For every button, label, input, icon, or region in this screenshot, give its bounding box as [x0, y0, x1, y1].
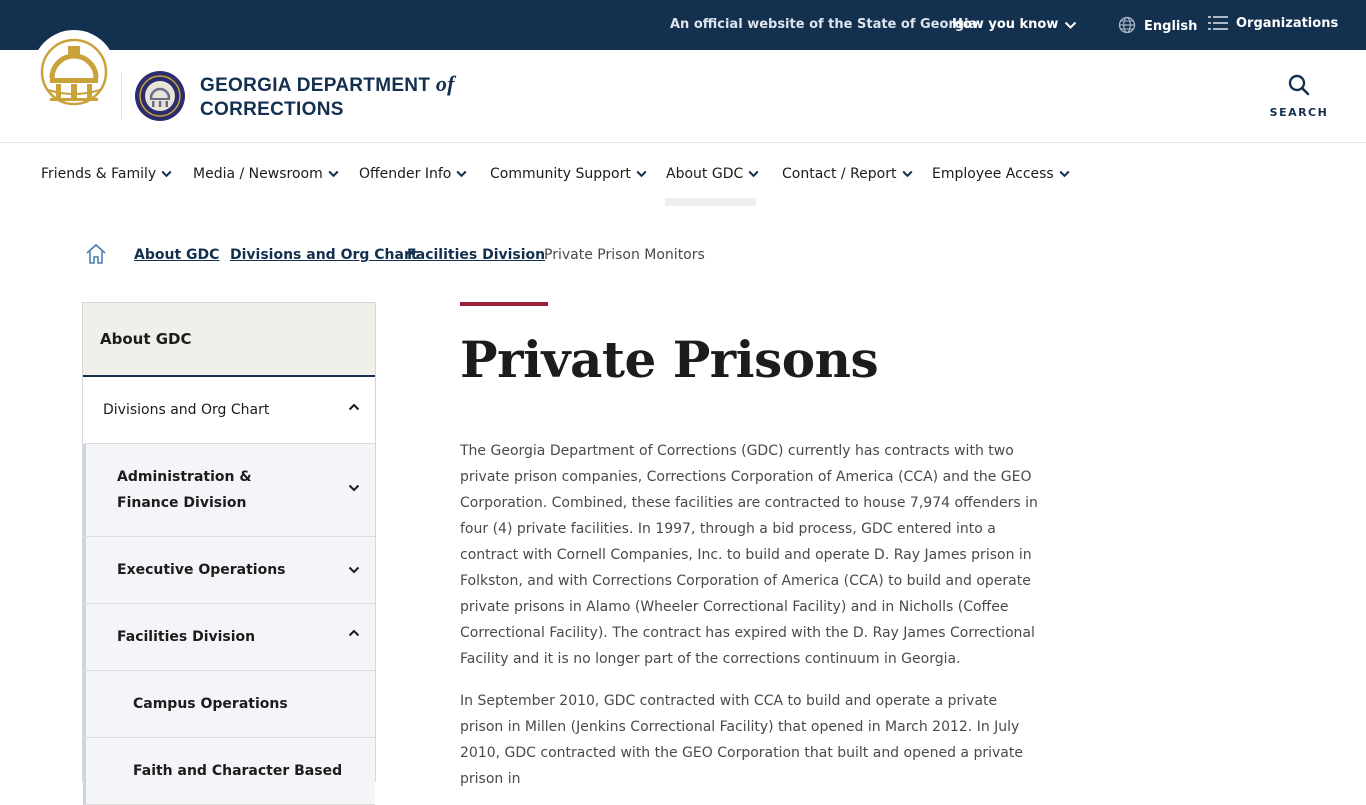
nav-item-media-newsroom[interactable]: [193, 166, 339, 182]
sidebar-item-facilities-division[interactable]: [83, 604, 375, 671]
organizations-label: Organizations: [1236, 16, 1339, 31]
nav-item-label: Friends & Family: [41, 166, 157, 182]
chevron-down-icon: [456, 170, 467, 178]
nav-active-indicator: [665, 198, 756, 206]
sidebar-item-faith-character[interactable]: [83, 738, 375, 805]
nav-item-label: Community Support: [490, 166, 631, 182]
page-title: Private Prisons: [460, 330, 879, 389]
breadcrumb-link-facilities[interactable]: Facilities Division: [407, 247, 546, 263]
globe-icon: [1118, 16, 1136, 34]
chevron-up-icon[interactable]: [348, 629, 360, 637]
language-selector[interactable]: [1118, 16, 1197, 34]
how-you-know-label: How you know: [952, 17, 1059, 32]
sidebar-heading[interactable]: About GDC: [83, 303, 375, 377]
chevron-down-icon: [748, 170, 759, 178]
agency-name[interactable]: [200, 72, 455, 122]
georgia-seal-logo[interactable]: [32, 30, 116, 114]
main-navigation: [0, 143, 1366, 207]
sidebar-item-divisions[interactable]: [83, 377, 375, 444]
chevron-down-icon: [902, 170, 913, 178]
chevron-down-icon: [1064, 21, 1077, 30]
nav-item-label: Contact / Report: [782, 166, 897, 182]
sidebar-item-label: Administration & Finance Division: [117, 469, 252, 511]
official-site-text: An official website of the State of Georgia.: [670, 17, 983, 32]
breadcrumb-link-about-gdc[interactable]: About GDC: [134, 247, 220, 263]
sidebar-nav: [82, 302, 376, 782]
logo-divider: [121, 72, 122, 120]
body-paragraph: The Georgia Department of Corrections (GDC) currently has contracts with two private prison companies, Corrections Corporation of America (CCA) and the GEO Corporation. Combined, these facilities are contracted to house 7,974 offenders in four (4) private facilities. In 1997, through a bid process, GDC entered into a contract with Cornell Companies, Inc. to build and operate D. Ray James prison in Folkston, and with Corrections Corporation of America (CCA) to build and operate private prisons in Alamo (Wheeler Correctional Facility) and in Nicholls (Coffee Correctional Facility). The contract has expired with the D. Ray James Correctional Facility and it is no longer part of the corrections continuum in Georgia.: [460, 443, 1038, 667]
nav-item-community-support[interactable]: [490, 166, 647, 182]
chevron-down-icon[interactable]: [348, 566, 360, 574]
chevron-down-icon: [636, 170, 647, 178]
search-button[interactable]: [1268, 74, 1330, 119]
agency-name-line2: CORRECTIONS: [200, 99, 344, 120]
nav-item-contact-report[interactable]: [782, 166, 913, 182]
nav-item-offender-info[interactable]: [359, 166, 467, 182]
breadcrumb-current: Private Prison Monitors: [544, 247, 705, 263]
sidebar-item-executive-operations[interactable]: [83, 537, 375, 604]
chevron-down-icon: [328, 170, 339, 178]
breadcrumb-link-divisions[interactable]: Divisions and Org Chart: [230, 247, 418, 263]
sidebar-item-label: Divisions and Org Chart: [103, 402, 270, 418]
nav-item-label: Media / Newsroom: [193, 166, 323, 182]
sidebar-item-label: Facilities Division: [117, 629, 256, 645]
title-accent-bar: [460, 302, 548, 306]
search-label: SEARCH: [1269, 106, 1329, 119]
sidebar-item-campus-operations[interactable]: [83, 671, 375, 738]
nav-item-friends-family[interactable]: [41, 166, 172, 182]
language-label: English: [1144, 19, 1198, 34]
search-icon: [1288, 74, 1310, 96]
nav-item-about-gdc[interactable]: [666, 166, 759, 182]
gdc-seal-icon[interactable]: [134, 70, 186, 122]
georgia-arch-icon: [40, 38, 108, 106]
organizations-menu[interactable]: [1208, 16, 1338, 31]
nav-item-employee-access[interactable]: [932, 166, 1070, 182]
chevron-down-icon: [1059, 170, 1070, 178]
agency-name-line1: GEORGIA DEPARTMENT: [200, 75, 431, 96]
sidebar-item-admin-finance[interactable]: [83, 444, 375, 537]
chevron-down-icon[interactable]: [348, 484, 360, 492]
site-header: [0, 50, 1366, 143]
sidebar-item-label: Campus Operations: [133, 696, 288, 712]
home-icon[interactable]: [85, 243, 107, 265]
list-icon: [1208, 16, 1228, 30]
agency-name-of: of: [435, 71, 455, 96]
nav-item-label: Offender Info: [359, 166, 452, 182]
sidebar-item-label: Executive Operations: [117, 562, 286, 578]
official-banner: [0, 0, 1366, 50]
sidebar-item-label: Faith and Character Based: [133, 763, 343, 779]
nav-item-label: Employee Access: [932, 166, 1054, 182]
chevron-down-icon: [161, 170, 172, 178]
how-you-know-toggle[interactable]: [952, 17, 1077, 32]
nav-item-label: About GDC: [666, 166, 744, 182]
chevron-up-icon[interactable]: [348, 403, 360, 411]
body-paragraph: In September 2010, GDC contracted with CCA to build and operate a private prison in Millen (Jenkins Correctional Facility) that opened in March 2012. In July 2010, GDC contracted with the GEO Corporation that built and opened a private prison in: [460, 693, 1023, 787]
